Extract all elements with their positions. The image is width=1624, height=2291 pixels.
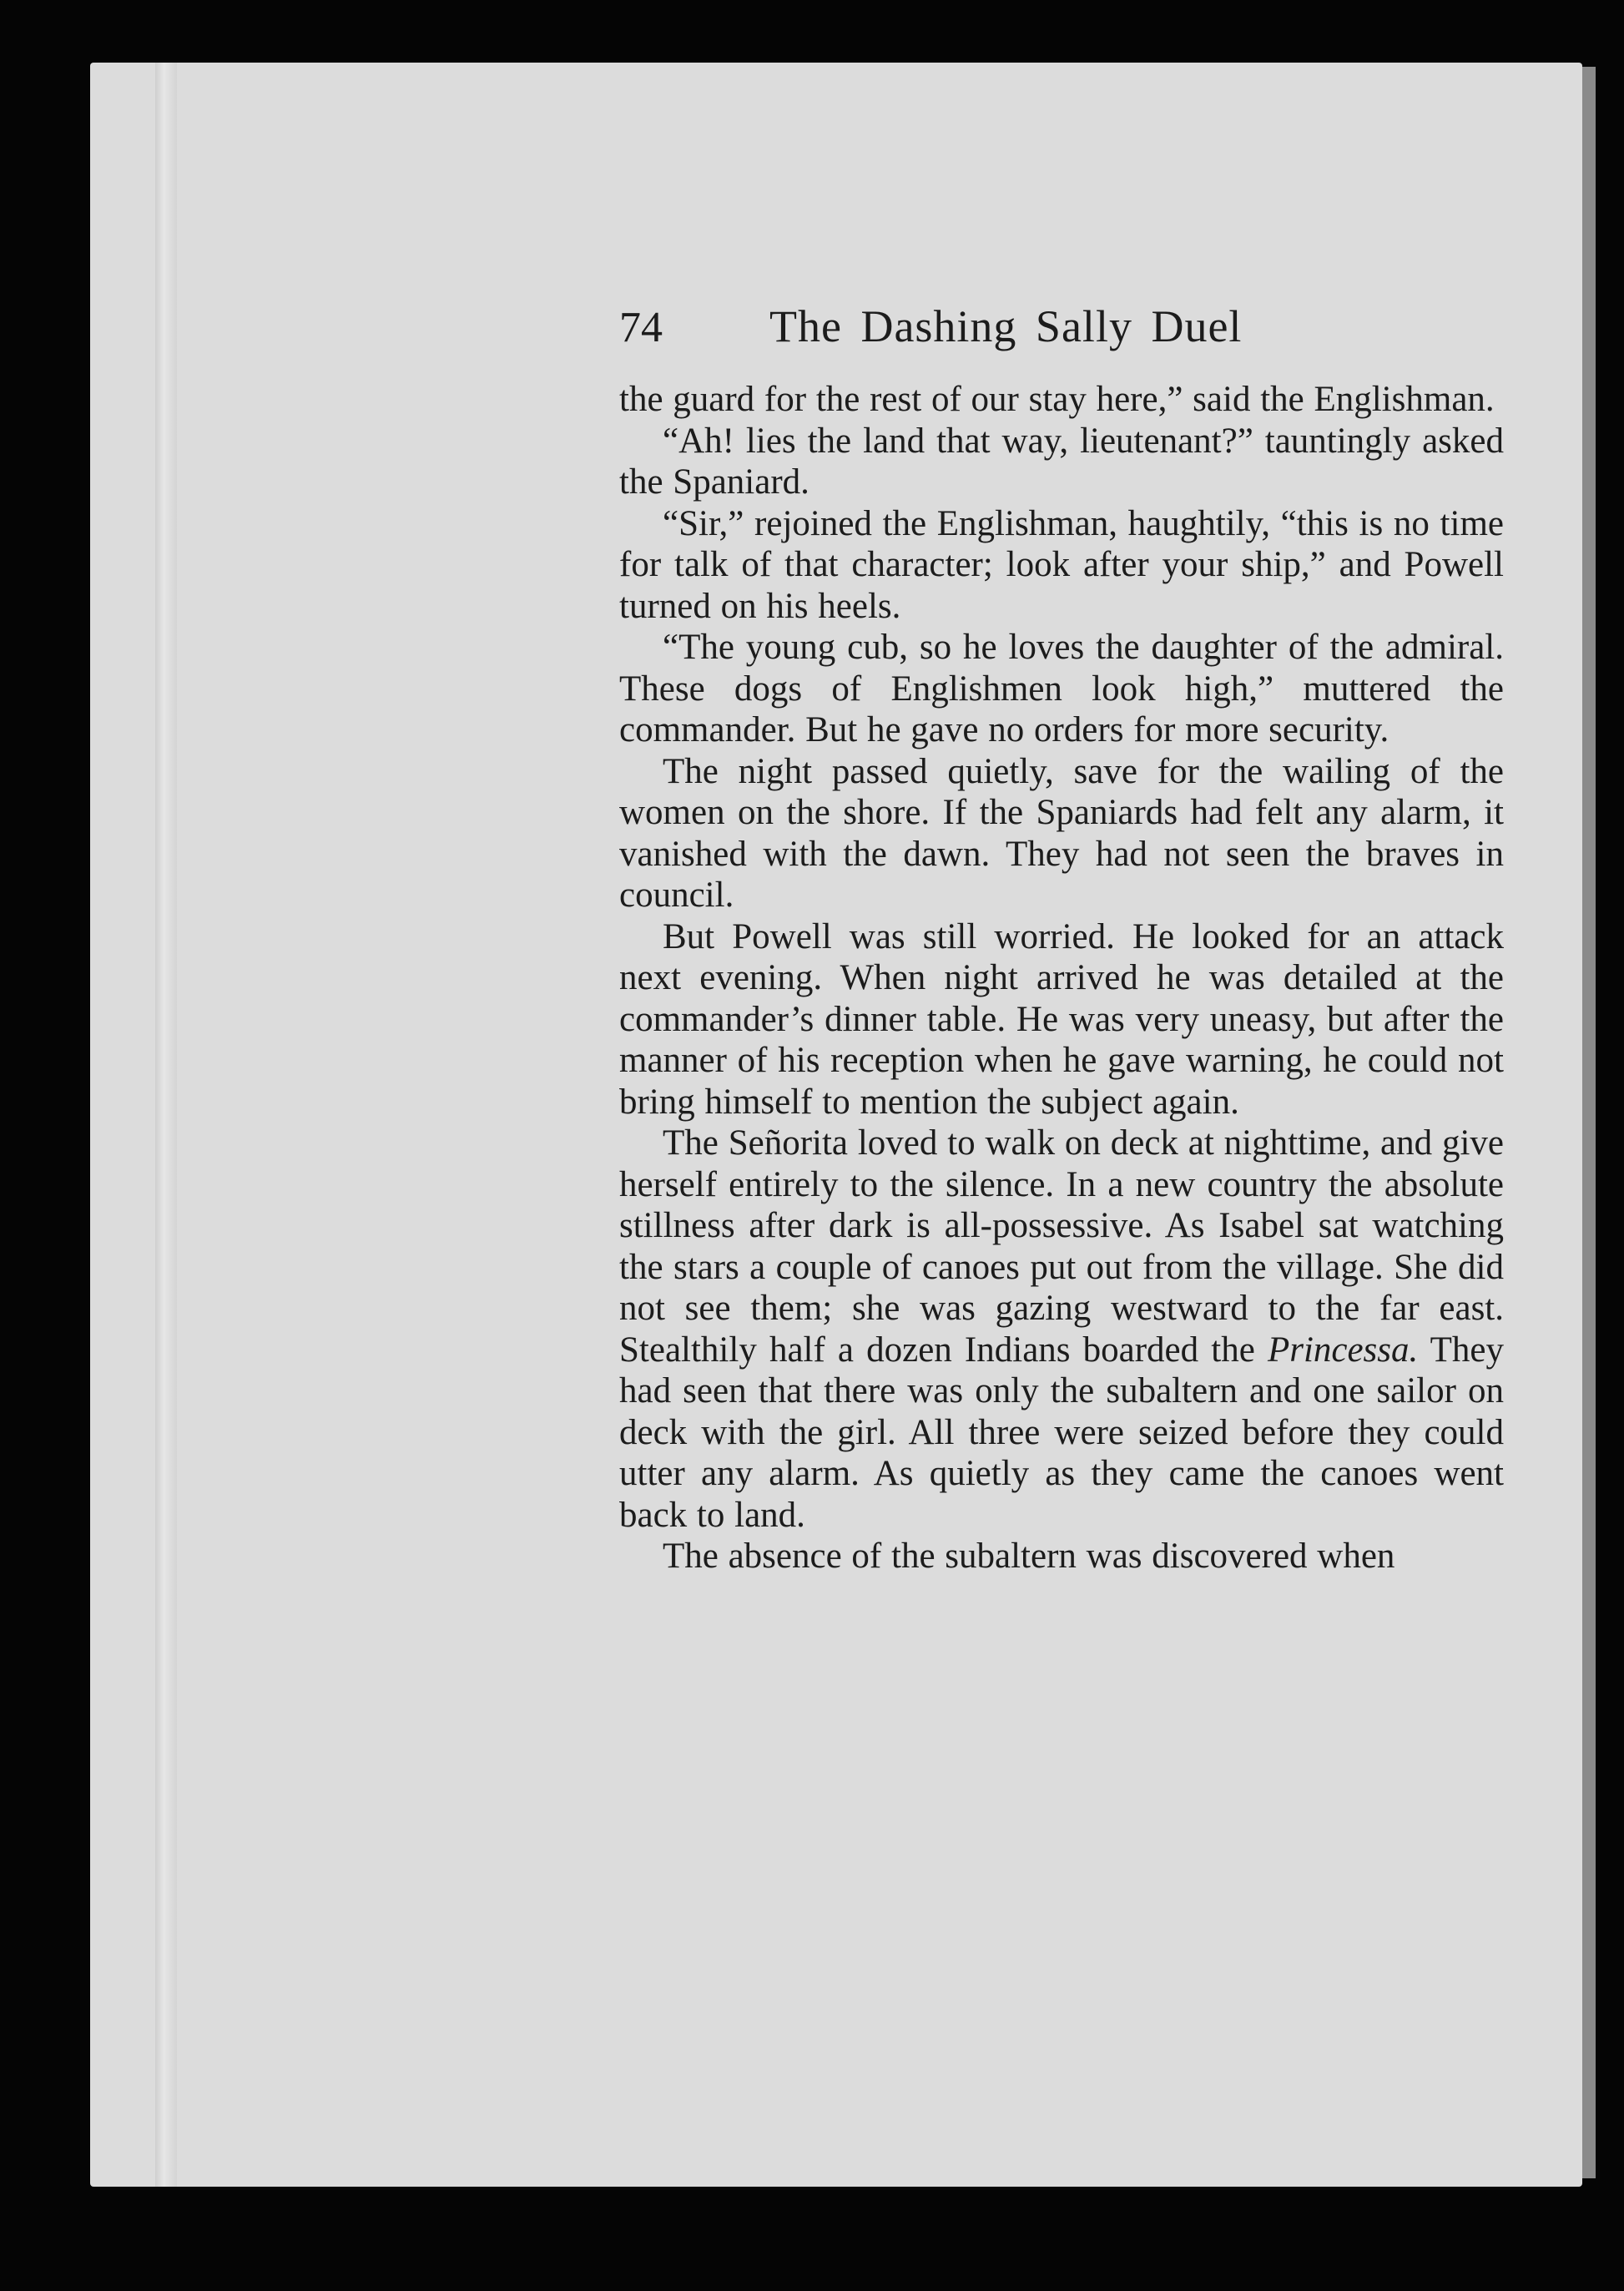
ship-name: Princessa. <box>1267 1330 1419 1370</box>
paragraph: The night passed quietly, save for the wailing of the women on the shore. If the Spaniards had felt any alarm, it vanished with the dawn. They had not seen the braves in council. <box>619 751 1504 915</box>
paragraph-text: The Señorita loved to walk on deck at nighttime, and give herself entirely to the silence. In a new country the absolute stillness after dark is all-possessive. As Isabel sat watching the stars a couple of canoes put out from the village. She did not see them; she was gazing westward to the far east. Stealthily half a dozen Indians boarded the <box>619 1123 1504 1370</box>
paragraph: The absence of the subaltern was discovered when <box>663 1537 1395 1576</box>
paragraph-text: They had seen that there was only the subaltern and one sailor on deck with the girl. All three were seized before they could utter any alarm. As quietly as they came the canoes went back to land. <box>619 1330 1504 1535</box>
page-number: 74 <box>619 304 663 351</box>
running-head <box>619 300 1504 376</box>
running-title: The Dashing Sally Duel <box>769 301 1243 351</box>
paragraph: the guard for the rest of our stay here,” said the Englishman. <box>619 380 1495 419</box>
paragraph <box>619 1123 1504 1536</box>
paragraph: “The young cub, so he loves the daughter of the admiral. These dogs of Englishmen look high,” muttered the commander. But he gave no orders for more security. <box>619 628 1504 749</box>
paragraph: “Sir,” rejoined the Englishman, haughtily, “this is no time for talk of that character; look after your ship,” and Powell turned on his heels. <box>619 503 1504 626</box>
page-gutter <box>155 63 177 2187</box>
paragraph: “Ah! lies the land that way, lieutenant?” tauntingly asked the Spaniard. <box>619 421 1504 502</box>
page-edge <box>1582 67 1596 2178</box>
paragraph: But Powell was still worried. He looked for an attack next evening. When night arrived he was detailed at the commander’s dinner table. He was very uneasy, but after the manner of his reception when he gave warning, he could not bring himself to mention the subject again. <box>619 916 1504 1122</box>
text-block <box>619 300 1504 1577</box>
